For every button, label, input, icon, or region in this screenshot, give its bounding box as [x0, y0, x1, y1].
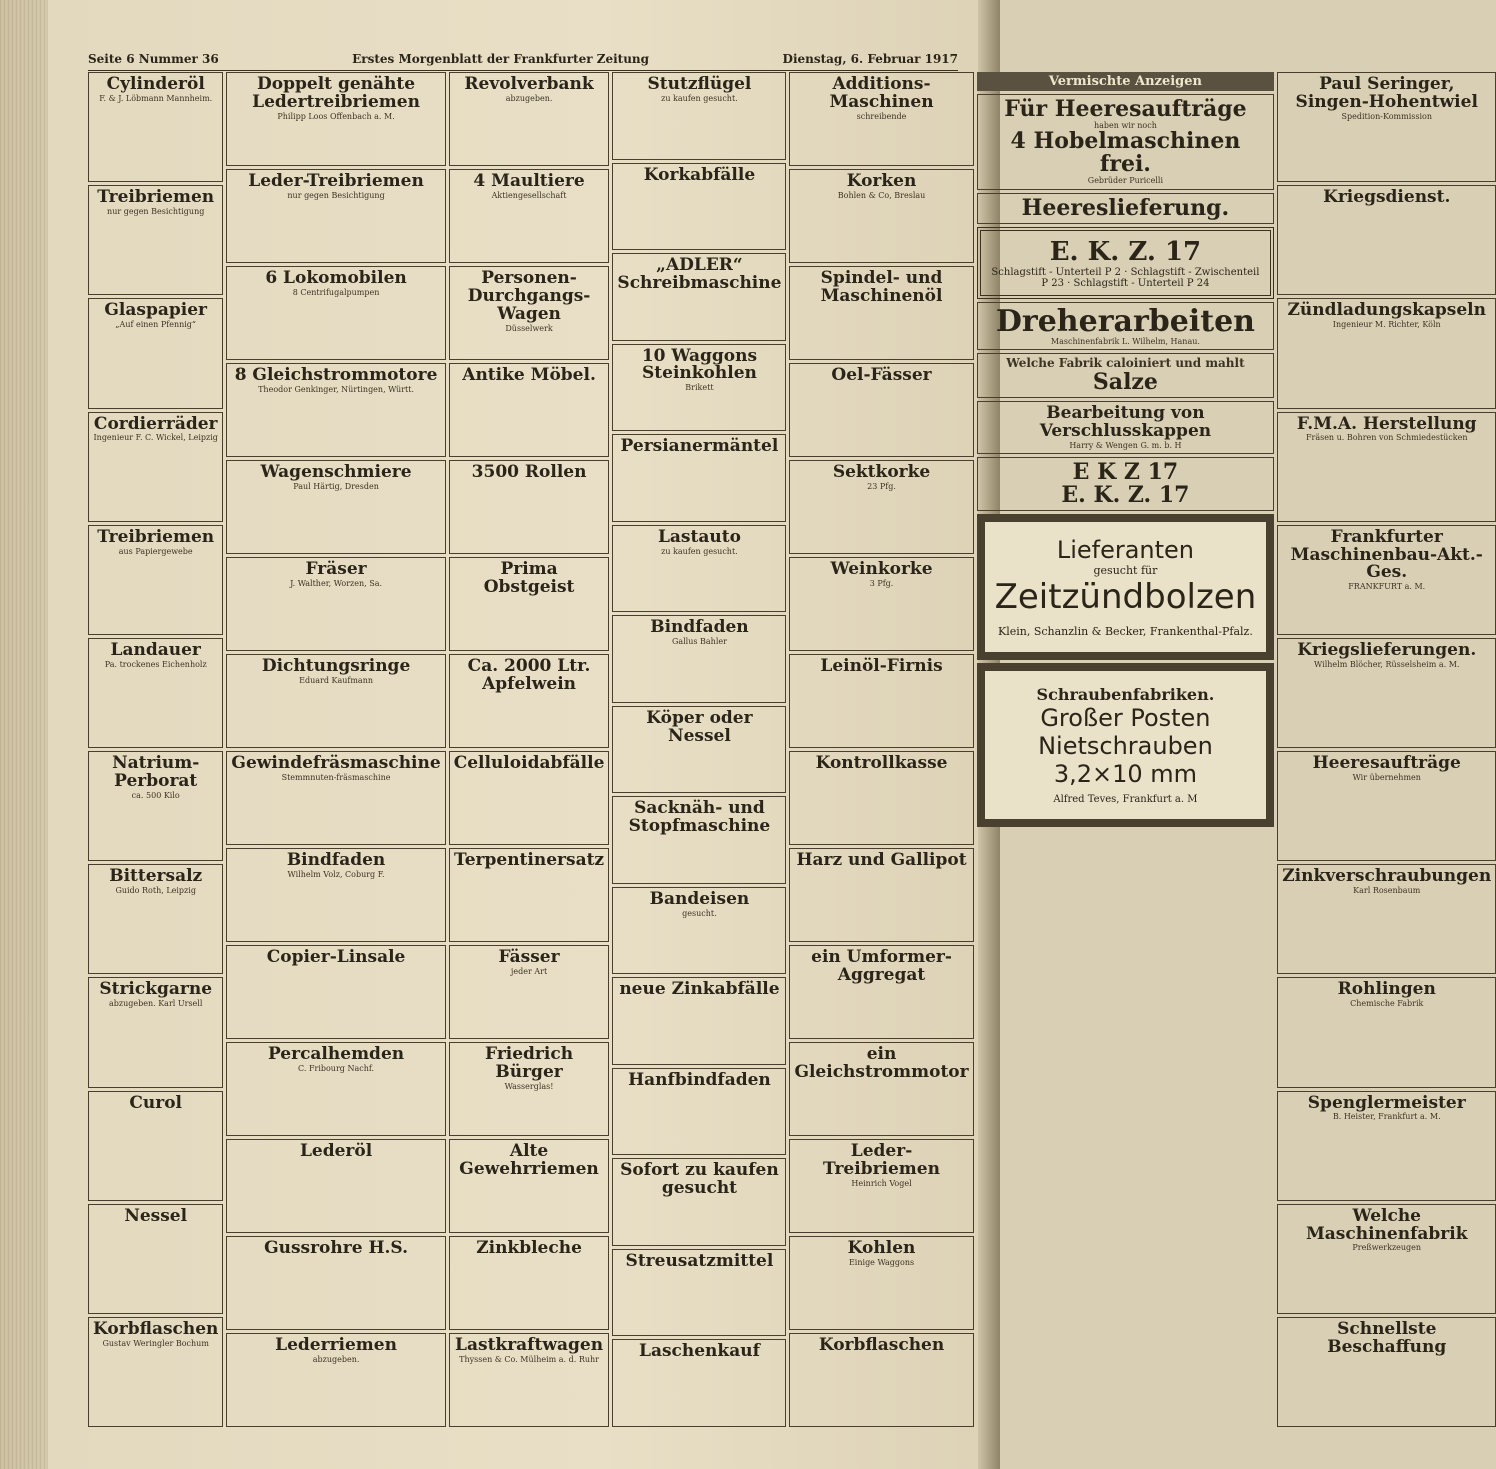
ad-title: Zinkverschraubungen: [1282, 866, 1492, 887]
ad-title: Kriegslieferungen.: [1297, 639, 1477, 660]
classified-ad: [1277, 864, 1496, 974]
issue-date: Dienstag, 6. Februar 1917: [782, 52, 958, 66]
ad-text: Stemmnuten-fräsmaschine: [281, 772, 391, 782]
classified-ad: [226, 848, 445, 942]
ad-nietschrauben: Schraubenfabriken. Großer Posten Nietschrauben 3,2×10 mm Alfred Teves, Frankfurt a. M: [977, 663, 1275, 827]
classified-ad: [88, 72, 223, 182]
classified-ad: [789, 751, 973, 845]
ad-title: Spindel- und Maschinenöl: [820, 268, 943, 306]
ad-title: Prima Obstgeist: [483, 559, 575, 597]
ad-title: Schnellste Beschaffung: [1327, 1318, 1447, 1357]
classified-ad: [1277, 185, 1496, 295]
classified-ad: [226, 363, 445, 457]
ad-text: abzugeben. Karl Ursell: [109, 999, 203, 1009]
classified-ad: [612, 706, 786, 794]
ad-text: Karl Rosenbaum: [1353, 886, 1421, 896]
classified-ad: [1277, 525, 1496, 635]
classified-ad: [226, 557, 445, 651]
ad-text: Paul Härtig, Dresden: [293, 481, 379, 491]
ad-title: Bindfaden: [650, 617, 749, 638]
ad-text: Ingenieur F. C. Wickel, Leipzig: [93, 433, 218, 443]
ad-columns: [88, 72, 1492, 1427]
ad-title: Heeresaufträge: [1312, 753, 1461, 774]
column-wide: [977, 72, 1275, 1427]
classified-ad: [226, 460, 445, 554]
ad-title: Additions-Maschinen: [829, 74, 934, 112]
page-binding: [0, 0, 48, 1469]
ad-title: Lastauto: [657, 526, 741, 547]
classified-ad: [449, 557, 610, 651]
classified-ad: [789, 169, 973, 263]
classified-ad: [449, 945, 610, 1039]
ad-title: Kohlen: [847, 1238, 916, 1258]
classified-ad: [612, 163, 786, 251]
ad-title: Bandeisen: [649, 888, 750, 909]
ad-title: Personen-Durchgangs-Wagen: [467, 268, 591, 324]
classified-ad: [88, 1204, 223, 1314]
page-number: Seite 6 Nummer 36: [88, 52, 219, 66]
ad-text: B. Heister, Frankfurt a. M.: [1332, 1112, 1441, 1122]
classified-ad: [1277, 638, 1496, 748]
ad-text: Eduard Kaufmann: [299, 675, 373, 685]
classified-ad: [226, 1236, 445, 1330]
ad-title: 6 Lokomobilen: [265, 268, 407, 288]
masthead: Erstes Morgenblatt der Frankfurter Zeitung: [352, 52, 650, 66]
ad-title: 8 Gleichstrommotore: [234, 365, 438, 385]
ad-title: Bittersalz: [109, 866, 203, 887]
ad-text: Brikett: [685, 383, 714, 393]
classified-ad: [612, 1068, 786, 1156]
classified-ad: [88, 751, 223, 861]
ad-title: Köper oder Nessel: [646, 707, 753, 746]
ad-text: F. & J. Löbmann Mannheim.: [99, 93, 213, 103]
ad-title: Laschenkauf: [638, 1341, 760, 1362]
ad-title: Oel-Fässer: [831, 365, 932, 385]
ad-dreherarbeiten: Dreherarbeiten Maschinenfabrik L. Wilhelm, Hanau.: [977, 302, 1275, 351]
classified-ad: [88, 638, 223, 748]
classified-ad: [88, 298, 223, 408]
ad-text: aus Papiergewebe: [118, 546, 193, 556]
classified-ad: [789, 654, 973, 748]
ad-text: schreibende: [856, 111, 907, 121]
ad-text: 3 Pfg.: [869, 578, 894, 588]
ad-title: Leder-Treibriemen: [823, 1141, 940, 1179]
classified-ad: [1277, 1317, 1496, 1427]
column-4: [612, 72, 786, 1427]
ad-title: 3500 Rollen: [471, 462, 587, 482]
ad-heeresauftraege: Für Heeresaufträge haben wir noch 4 Hobelmaschinen frei. Gebrüder Puricelli: [977, 94, 1275, 190]
classified-ad: [226, 1139, 445, 1233]
classified-ad: [449, 1042, 610, 1136]
classified-ad: [226, 169, 445, 263]
ad-title: Harz und Gallipot: [796, 850, 967, 870]
classified-ad: [226, 1042, 445, 1136]
classified-ad: [1277, 298, 1496, 408]
ad-text: nur gegen Besichtigung: [107, 207, 205, 217]
column-5: [789, 72, 973, 1427]
ad-text: 8 Centrifugalpumpen: [292, 287, 380, 297]
ad-title: Korken: [846, 171, 917, 191]
ad-text: Einige Waggons: [848, 1257, 915, 1267]
classified-ad: [612, 887, 786, 975]
ad-title: Nessel: [124, 1205, 188, 1226]
ad-text: Pa. trockenes Eichenholz: [104, 659, 207, 669]
ad-title: neue Zinkabfälle: [619, 979, 780, 1000]
ad-text: C. Fribourg Nachf.: [298, 1063, 375, 1073]
classified-ad: [1277, 72, 1496, 182]
ad-title: Lastkraftwagen: [455, 1335, 604, 1355]
ad-salze: Welche Fabrik caloiniert und mahlt Salze: [977, 353, 1275, 398]
classified-ad: [88, 977, 223, 1087]
ad-ekz17: E. K. Z. 17 Schlagstift - Unterteil P 2 · Schlagstift - Zwischenteil P 23 · Schlagstift - Unterteil P 24: [977, 227, 1275, 299]
ad-text: nur gegen Besichtigung: [287, 190, 385, 200]
classified-ad: [88, 864, 223, 974]
classified-ad: [449, 751, 610, 845]
classified-ad: [88, 1091, 223, 1201]
classified-ad: [449, 1236, 610, 1330]
page-header: [88, 48, 958, 71]
ad-title: Frankfurter Maschinenbau-Akt.-Ges.: [1290, 526, 1483, 583]
classified-ad: [1277, 412, 1496, 522]
ad-text: Heinrich Vogel: [851, 1178, 912, 1188]
ad-title: Sacknäh- und Stopfmaschine: [628, 798, 771, 837]
classified-ad: [612, 1249, 786, 1337]
classified-ad: [612, 977, 786, 1065]
ad-title: Revolverbank: [464, 74, 594, 94]
ad-text: Guido Roth, Leipzig: [115, 886, 196, 896]
ad-title: 10 Waggons Steinkohlen: [641, 345, 758, 384]
classified-ad: [1277, 751, 1496, 861]
classified-ad: [789, 1042, 973, 1136]
classified-ad: [226, 654, 445, 748]
ad-title: Zündladungskapseln: [1287, 300, 1486, 321]
ad-text: Gustav Weringlеr Bochum: [102, 1338, 209, 1348]
classified-ad: [88, 185, 223, 295]
ad-title: Percalhemden: [267, 1044, 405, 1064]
classified-ad: [789, 72, 973, 166]
classified-ad: [612, 72, 786, 160]
ad-title: Gewindefräsmaschine: [231, 753, 441, 773]
classified-ad: [449, 363, 610, 457]
ad-text: FRANKFURT a. M.: [1348, 582, 1426, 592]
classified-ad: [449, 848, 610, 942]
classified-ad: [789, 848, 973, 942]
section-banner: Vermischte Anzeigen: [977, 72, 1275, 91]
ad-title: Cordierräder: [93, 413, 218, 434]
ad-title: Alte Gewehrriemen: [459, 1141, 599, 1179]
classified-ad: [1277, 977, 1496, 1087]
ad-title: Paul Seringer, Singen-Hohentwiel: [1295, 74, 1478, 112]
ad-title: Korbflaschen: [818, 1335, 945, 1355]
classified-ad: [449, 1333, 610, 1427]
column-8: [1277, 72, 1496, 1427]
classified-ad: [612, 344, 786, 432]
ad-text: Wilhelm Blöcher, Rüsselsheim a. M.: [1314, 659, 1460, 669]
ad-text: Philipp Loos Offenbach a. M.: [277, 111, 395, 121]
ad-text: 23 Pfg.: [867, 481, 896, 491]
ad-title: Gussrohre H.S.: [264, 1238, 409, 1258]
ad-title: Welche Maschinenfabrik: [1305, 1205, 1468, 1244]
ad-title: Stutzflügel: [647, 74, 752, 94]
ad-title: Lederriemen: [275, 1335, 397, 1355]
ad-title: ein Gleichstrommotor: [794, 1044, 969, 1082]
classified-ad: [789, 266, 973, 360]
ad-text: „Auf einen Pfennig“: [115, 320, 197, 330]
ad-title: Strickgarne: [99, 979, 213, 1000]
classified-ad: [1277, 1091, 1496, 1201]
ad-text: Gallus Bahler: [671, 637, 727, 647]
ad-title: „ADLER“ Schreibmaschine: [617, 255, 782, 293]
ad-title: Sofort zu kaufen gesucht: [620, 1160, 779, 1199]
ad-title: Treibriemen: [97, 187, 215, 208]
ad-title: Sektkorke: [832, 462, 931, 482]
classified-ad: [612, 1158, 786, 1246]
classified-ad: [1277, 1204, 1496, 1314]
ad-title: Glaspapier: [104, 300, 207, 321]
ad-title: Dichtungsringe: [261, 656, 411, 676]
classified-ad: [449, 169, 610, 263]
ad-title: Rohlingen: [1337, 979, 1436, 1000]
ad-title: ein Umformer-Aggregat: [811, 947, 952, 985]
classified-ad: [226, 751, 445, 845]
ad-title: Terpentinersatz: [454, 850, 605, 870]
ad-title: 4 Maultiere: [473, 171, 585, 191]
ad-heereslieferung: Heereslieferung.: [977, 193, 1275, 224]
ad-title: Leder-Treibriemen: [248, 171, 424, 191]
classified-ad: [612, 796, 786, 884]
ad-text: zu kaufen gesucht.: [661, 93, 738, 103]
ad-title: Spenglermeister: [1307, 1092, 1466, 1113]
column-3: [449, 72, 610, 1427]
ad-title: Hanfbindfaden: [628, 1069, 771, 1090]
ad-title: F.M.A. Herstellung: [1296, 413, 1477, 434]
ad-text: Thyssen & Co. Mülheim a. d. Ruhr: [459, 1354, 599, 1364]
classified-ad: [226, 72, 445, 166]
classified-ad: [226, 1333, 445, 1427]
classified-ad: [88, 412, 223, 522]
ad-title: Copier-Linsale: [266, 947, 406, 967]
ad-text: gesucht.: [682, 908, 717, 918]
classified-ad: [612, 525, 786, 613]
ad-ekz17-second: E K Z 17 E. K. Z. 17: [977, 457, 1275, 511]
column-2: [226, 72, 445, 1427]
classified-ad: [789, 945, 973, 1039]
ad-title: Antike Möbel.: [462, 365, 596, 385]
ad-text: Spedition-Kommission: [1341, 111, 1432, 121]
ad-title: Bindfaden: [286, 850, 386, 870]
ad-title: Lederöl: [299, 1141, 373, 1161]
ad-text: Fräsen u. Bohren von Schmiedestücken: [1305, 433, 1468, 443]
ad-title: Wagenschmiere: [260, 462, 412, 482]
ad-title: Weinkorke: [830, 559, 933, 579]
classified-ad: [789, 1333, 973, 1427]
column-1: [88, 72, 223, 1427]
ad-title: Fässer: [498, 947, 560, 967]
ad-text: J. Walther, Worzen, Sa.: [290, 578, 383, 588]
ad-text: Bohlen & Co, Breslau: [837, 190, 926, 200]
classified-ad: [789, 1236, 973, 1330]
ad-title: Kriegsdienst.: [1323, 187, 1451, 208]
ad-title: Korbflaschen: [93, 1318, 219, 1339]
ad-title: Streusatzmittel: [625, 1250, 774, 1271]
ad-title: Friedrich Bürger: [485, 1044, 574, 1082]
ad-text: Theodor Genkinger, Nürtingen, Württ.: [258, 384, 415, 394]
ad-text: Chemische Fabrik: [1350, 999, 1424, 1009]
ad-title: Zinkbleche: [476, 1238, 582, 1258]
classified-ad: [449, 654, 610, 748]
ad-title: Korkabfälle: [643, 164, 756, 185]
classified-ad: [789, 363, 973, 457]
classified-ad: [226, 266, 445, 360]
ad-title: Cylinderöl: [106, 74, 205, 94]
classified-ad: [226, 945, 445, 1039]
ad-text: abzugeben.: [312, 1354, 360, 1364]
ad-title: Leinöl-Firnis: [820, 656, 943, 676]
ad-title: Celluloidabfälle: [453, 753, 605, 773]
ad-text: Wir übernehmen: [1352, 772, 1421, 782]
classified-ad: [449, 460, 610, 554]
classified-ad: [612, 1339, 786, 1427]
ad-title: Kontrollkasse: [815, 753, 948, 773]
ad-text: Preßwerkzeugen: [1352, 1243, 1422, 1253]
classified-ad: [612, 253, 786, 341]
ad-text: jeder Art: [510, 966, 548, 976]
ad-text: Wilhelm Volz, Coburg F.: [287, 869, 385, 879]
ad-title: Persianermäntel: [620, 436, 779, 457]
ad-title: Landauer: [110, 639, 201, 660]
ad-title: Ca. 2000 Ltr. Apfelwein: [467, 656, 591, 694]
ad-title: Fräser: [305, 559, 367, 579]
classified-ad: [612, 615, 786, 703]
ad-text: Wasserglas!: [504, 1081, 554, 1091]
classified-ad: [789, 557, 973, 651]
classified-ad: [88, 525, 223, 635]
ad-title: Natrium-Perborat: [112, 753, 200, 791]
ad-text: zu kaufen gesucht.: [661, 546, 738, 556]
ad-zeitzuendbolzen: Lieferanten gesucht für Zeitzündbolzen Klein, Schanzlin & Becker, Frankenthal-Pfalz.: [977, 514, 1275, 660]
ad-title: Doppelt genähte Ledertreibriemen: [252, 74, 420, 112]
ad-verschlusskappen: Bearbeitung von Verschlusskappen Harry & Wengen G. m. b. H: [977, 401, 1275, 454]
ad-text: Ingenieur M. Richter, Köln: [1332, 320, 1441, 330]
ad-text: abzugeben.: [505, 93, 553, 103]
ad-text: Düsselwerk: [505, 323, 553, 333]
ad-text: ca. 500 Kilo: [131, 790, 180, 800]
ad-text: Aktiengesellschaft: [491, 190, 567, 200]
classified-ad: [88, 1317, 223, 1427]
classified-ad: [449, 72, 610, 166]
classified-ad: [449, 1139, 610, 1233]
ad-title: Treibriemen: [97, 526, 215, 547]
classified-ad: [789, 1139, 973, 1233]
classified-ad: [612, 434, 786, 522]
ad-title: Curol: [129, 1092, 183, 1113]
classified-ad: [789, 460, 973, 554]
classified-ad: [449, 266, 610, 360]
